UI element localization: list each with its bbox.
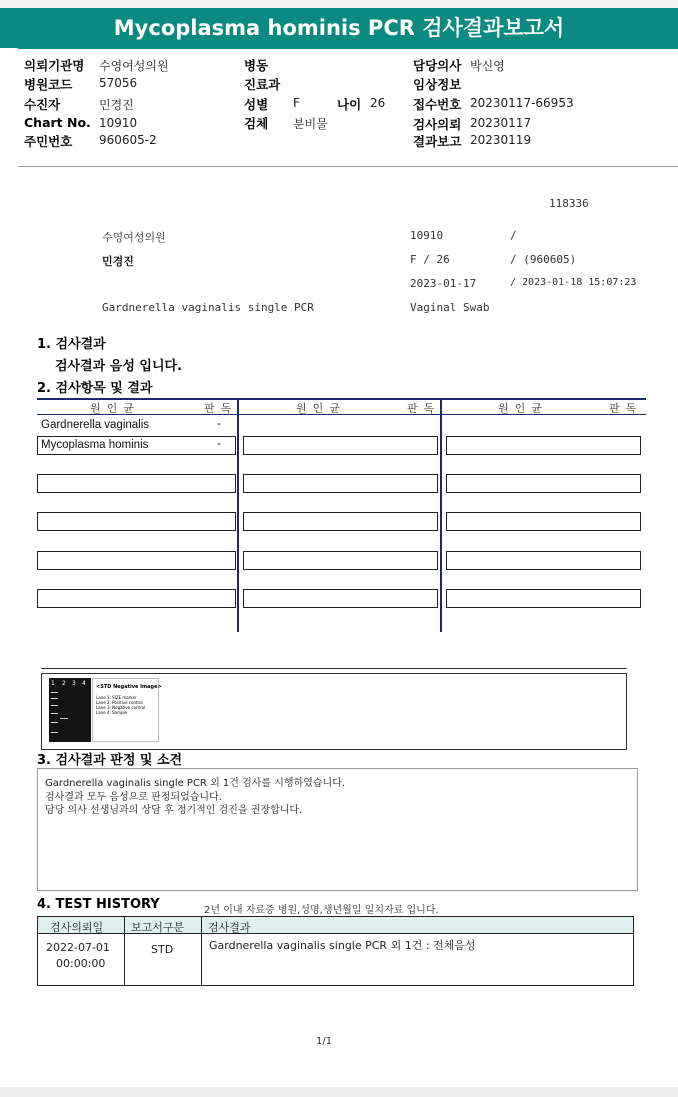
info-request-date: 2023-01-17: [410, 277, 477, 290]
gel-legend-line: Lane 2: Positive control: [96, 700, 143, 705]
value-resident-no: 960605-2: [99, 133, 157, 147]
label-receipt-no: 접수번호: [413, 97, 462, 112]
opinion-line: 담당 의사 선생님과의 상담 후 정기적인 검진을 권장합니다.: [45, 805, 303, 816]
history-col-divider: [201, 917, 202, 985]
result-cell: [37, 474, 236, 493]
history-type: STD: [151, 943, 174, 956]
image-top-rule: [41, 668, 627, 669]
label-ward: 병동: [244, 58, 269, 73]
label-department: 진료과: [244, 77, 281, 92]
result-cell: [243, 436, 438, 455]
value-clinic: 수영여성의원: [99, 59, 169, 73]
value-patient: 민경진: [99, 98, 134, 112]
label-doctor: 담당의사: [413, 58, 462, 73]
result-cell: [243, 512, 438, 531]
result-cell: [243, 551, 438, 570]
value-request-date: 20230117: [470, 116, 532, 130]
value-receipt-no: 20230117-66953: [470, 96, 574, 110]
col-organism-header: 원인균: [498, 402, 548, 415]
gel-lane-label: 1: [51, 680, 55, 687]
section1-title: 1. 검사결과: [37, 337, 106, 352]
value-hospital-code: 57056: [99, 76, 138, 90]
history-time: 00:00:00: [56, 957, 106, 970]
gel-legend-line: Lane 1: SIZE marker: [96, 695, 137, 700]
header-rule: [18, 48, 678, 49]
result-cell: [446, 474, 641, 493]
result-table-divider: [440, 398, 442, 632]
label-clinic: 의뢰기관명: [24, 58, 85, 73]
value-age: 26: [370, 96, 386, 110]
label-resident-no: 주민번호: [24, 134, 73, 149]
result-cell: [37, 589, 236, 608]
history-header-type: 보고서구분: [131, 921, 185, 934]
label-sex: 성별: [244, 97, 269, 112]
result-cell: [446, 589, 641, 608]
value-chart-no: 10910: [99, 116, 138, 130]
gel-legend-title: <STD Negative Image>: [96, 684, 162, 690]
col-judgement-header: 판독: [609, 402, 643, 415]
section4-title: 4. TEST HISTORY: [37, 897, 160, 912]
result-table-divider: [237, 398, 239, 632]
report-title: Mycoplasma hominis PCR 검사결과보고서: [113, 16, 565, 40]
result-organism: Gardnerella vaginalis: [41, 419, 150, 431]
section1-result: 검사결과 음성 입니다.: [55, 359, 183, 374]
info-specimen: Vaginal Swab: [410, 301, 490, 314]
value-sex: F: [293, 96, 300, 110]
col-organism-header: 원인균: [90, 402, 140, 415]
info-chart-sep: /: [510, 229, 517, 242]
value-report-date: 20230119: [470, 133, 532, 147]
result-cell: [446, 551, 641, 570]
gel-lane-label: 4: [82, 680, 86, 687]
label-patient: 수진자: [24, 97, 61, 112]
info-clinic: 수영여성의원: [102, 231, 166, 244]
result-organism: Mycoplasma hominis: [41, 439, 149, 451]
gel-electrophoresis-image: [49, 678, 91, 742]
result-cell: [446, 512, 641, 531]
gel-lane-label: 2: [62, 680, 66, 687]
history-date: 2022-07-01: [46, 941, 110, 954]
label-report-date: 결과보고: [413, 134, 462, 149]
history-result: Gardnerella vaginalis single PCR 외 1건 : 전체음성: [209, 939, 476, 952]
gel-legend: [92, 678, 162, 742]
history-table-header: [38, 917, 633, 934]
info-chart: 10910: [410, 229, 444, 242]
history-header-date: 검사의뢰일: [50, 921, 104, 934]
section2-title: 2. 검사항목 및 결과: [37, 381, 153, 396]
info-sex-age: F / 26: [410, 253, 450, 266]
info-test-name: Gardnerella vaginalis single PCR: [102, 301, 314, 314]
gel-legend-line: Lane 3: Negative control: [96, 705, 146, 710]
label-specimen: 검체: [244, 116, 269, 131]
history-col-divider: [124, 917, 125, 985]
page-number: 1/1: [316, 1036, 333, 1047]
label-age: 나이: [337, 97, 362, 112]
result-cell: [243, 474, 438, 493]
result-cell: [37, 512, 236, 531]
gel-legend-line: Lane 4: Sample: [96, 710, 128, 715]
label-request-date: 검사의뢰: [413, 117, 462, 132]
label-chart-no: Chart No.: [24, 115, 91, 130]
value-specimen: 분비물: [293, 117, 328, 131]
opinion-line: Gardnerella vaginalis single PCR 외 1건 검사를 시행하였습니다.: [45, 778, 346, 789]
result-cell: [446, 436, 641, 455]
top-strip: [0, 0, 678, 8]
label-clinical-info: 임상정보: [413, 77, 462, 92]
info-patient: 민경진: [102, 255, 134, 268]
result-cell: [37, 551, 236, 570]
value-doctor: 박신영: [470, 59, 505, 73]
result-judgement: -: [217, 438, 221, 450]
section3-title: 3. 검사결과 판정 및 소견: [37, 753, 183, 768]
header-bottom-rule: [18, 166, 678, 167]
opinion-line: 검사결과 모두 음성으로 판정되었습니다.: [45, 792, 222, 803]
col-judgement-header: 판독: [204, 402, 238, 415]
info-report-datetime: / 2023-01-18 15:07:23: [510, 277, 637, 288]
info-birth: / (960605): [510, 253, 577, 266]
history-header-result: 검사결과: [208, 921, 251, 934]
gel-lane-label: 3: [72, 680, 76, 687]
bottom-strip: [0, 1087, 678, 1097]
label-hospital-code: 병원코드: [24, 77, 73, 92]
report-number: 118336: [549, 197, 589, 210]
result-judgement: -: [217, 418, 221, 430]
report-title-bar: [0, 8, 678, 48]
history-note: 2년 이내 자료중 병원,성명,생년월일 일치자료 입니다.: [204, 905, 439, 916]
col-judgement-header: 판독: [407, 402, 441, 415]
result-cell: [243, 589, 438, 608]
col-organism-header: 원인균: [296, 402, 346, 415]
